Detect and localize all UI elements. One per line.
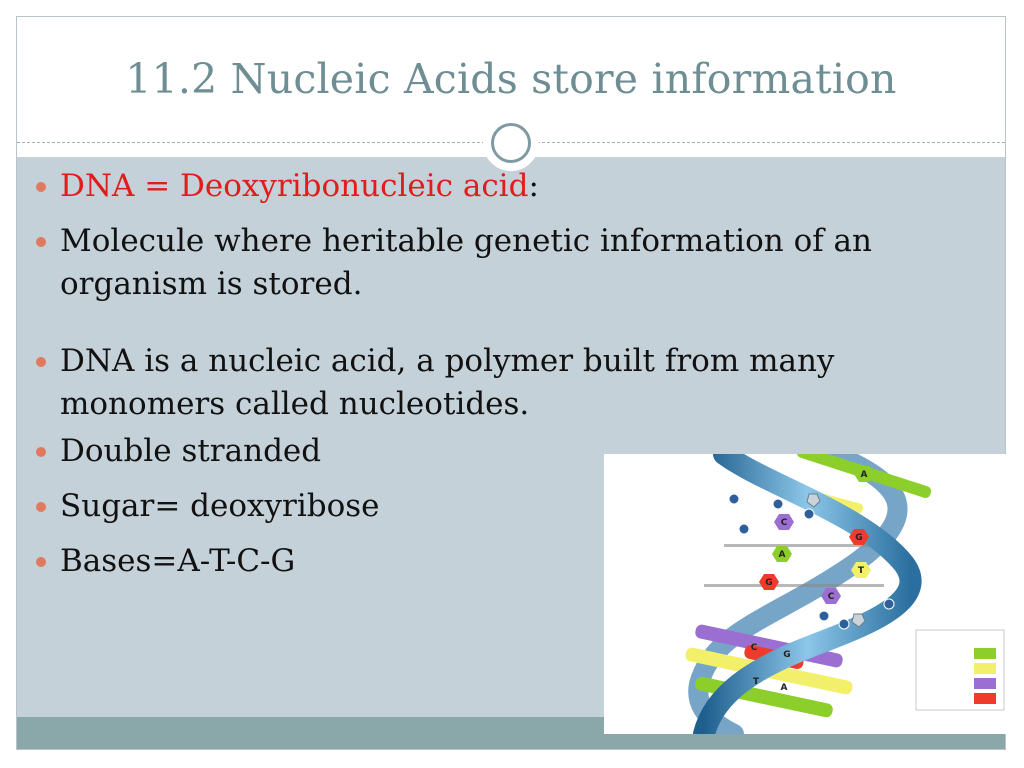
dna-helix-illustration <box>604 454 1006 734</box>
base-label: A <box>778 550 786 560</box>
bullet-polymer <box>36 340 966 426</box>
double-stranded-text: Double stranded <box>60 433 322 469</box>
legend-swatch <box>974 648 996 659</box>
bullet-dot-icon <box>36 237 46 247</box>
base-label: A <box>860 470 868 480</box>
base-label: T <box>857 566 865 576</box>
slide-title: 11.2 Nucleic Acids store information <box>125 55 897 103</box>
base-label: G <box>783 650 791 660</box>
legend-swatch <box>974 663 996 674</box>
legend-swatch <box>974 693 996 704</box>
base-label: A <box>780 683 788 693</box>
base-label: C <box>780 518 788 528</box>
bullet-dot-icon <box>36 447 46 457</box>
base-label: C <box>750 643 758 653</box>
polymer-text: DNA is a nucleic acid, a polymer built from many monomers called nucleotides. <box>60 343 835 422</box>
legend-swatch <box>974 678 996 689</box>
color-legend <box>916 630 1004 710</box>
dna-definition-text: DNA = Deoxyribonucleic acid <box>60 168 529 204</box>
base-label: C <box>827 592 835 602</box>
bullet-dot-icon <box>36 502 46 512</box>
dna-helix-image <box>604 454 1006 734</box>
bullet-dna-definition <box>36 165 966 208</box>
colon-text: : <box>528 168 539 204</box>
bases-text: Bases=A-T-C-G <box>60 543 296 579</box>
bullet-molecule <box>36 220 966 306</box>
molecule-text: Molecule where heritable genetic information of an organism is stored. <box>60 223 873 302</box>
base-label: T <box>752 677 760 687</box>
bullet-dot-icon <box>36 182 46 192</box>
sugar-text: Sugar= deoxyribose <box>60 488 380 524</box>
bullet-dot-icon <box>36 557 46 567</box>
divider-ring-icon <box>483 115 539 171</box>
base-label: G <box>855 533 863 543</box>
bullet-dot-icon <box>36 357 46 367</box>
base-label: G <box>765 578 773 588</box>
